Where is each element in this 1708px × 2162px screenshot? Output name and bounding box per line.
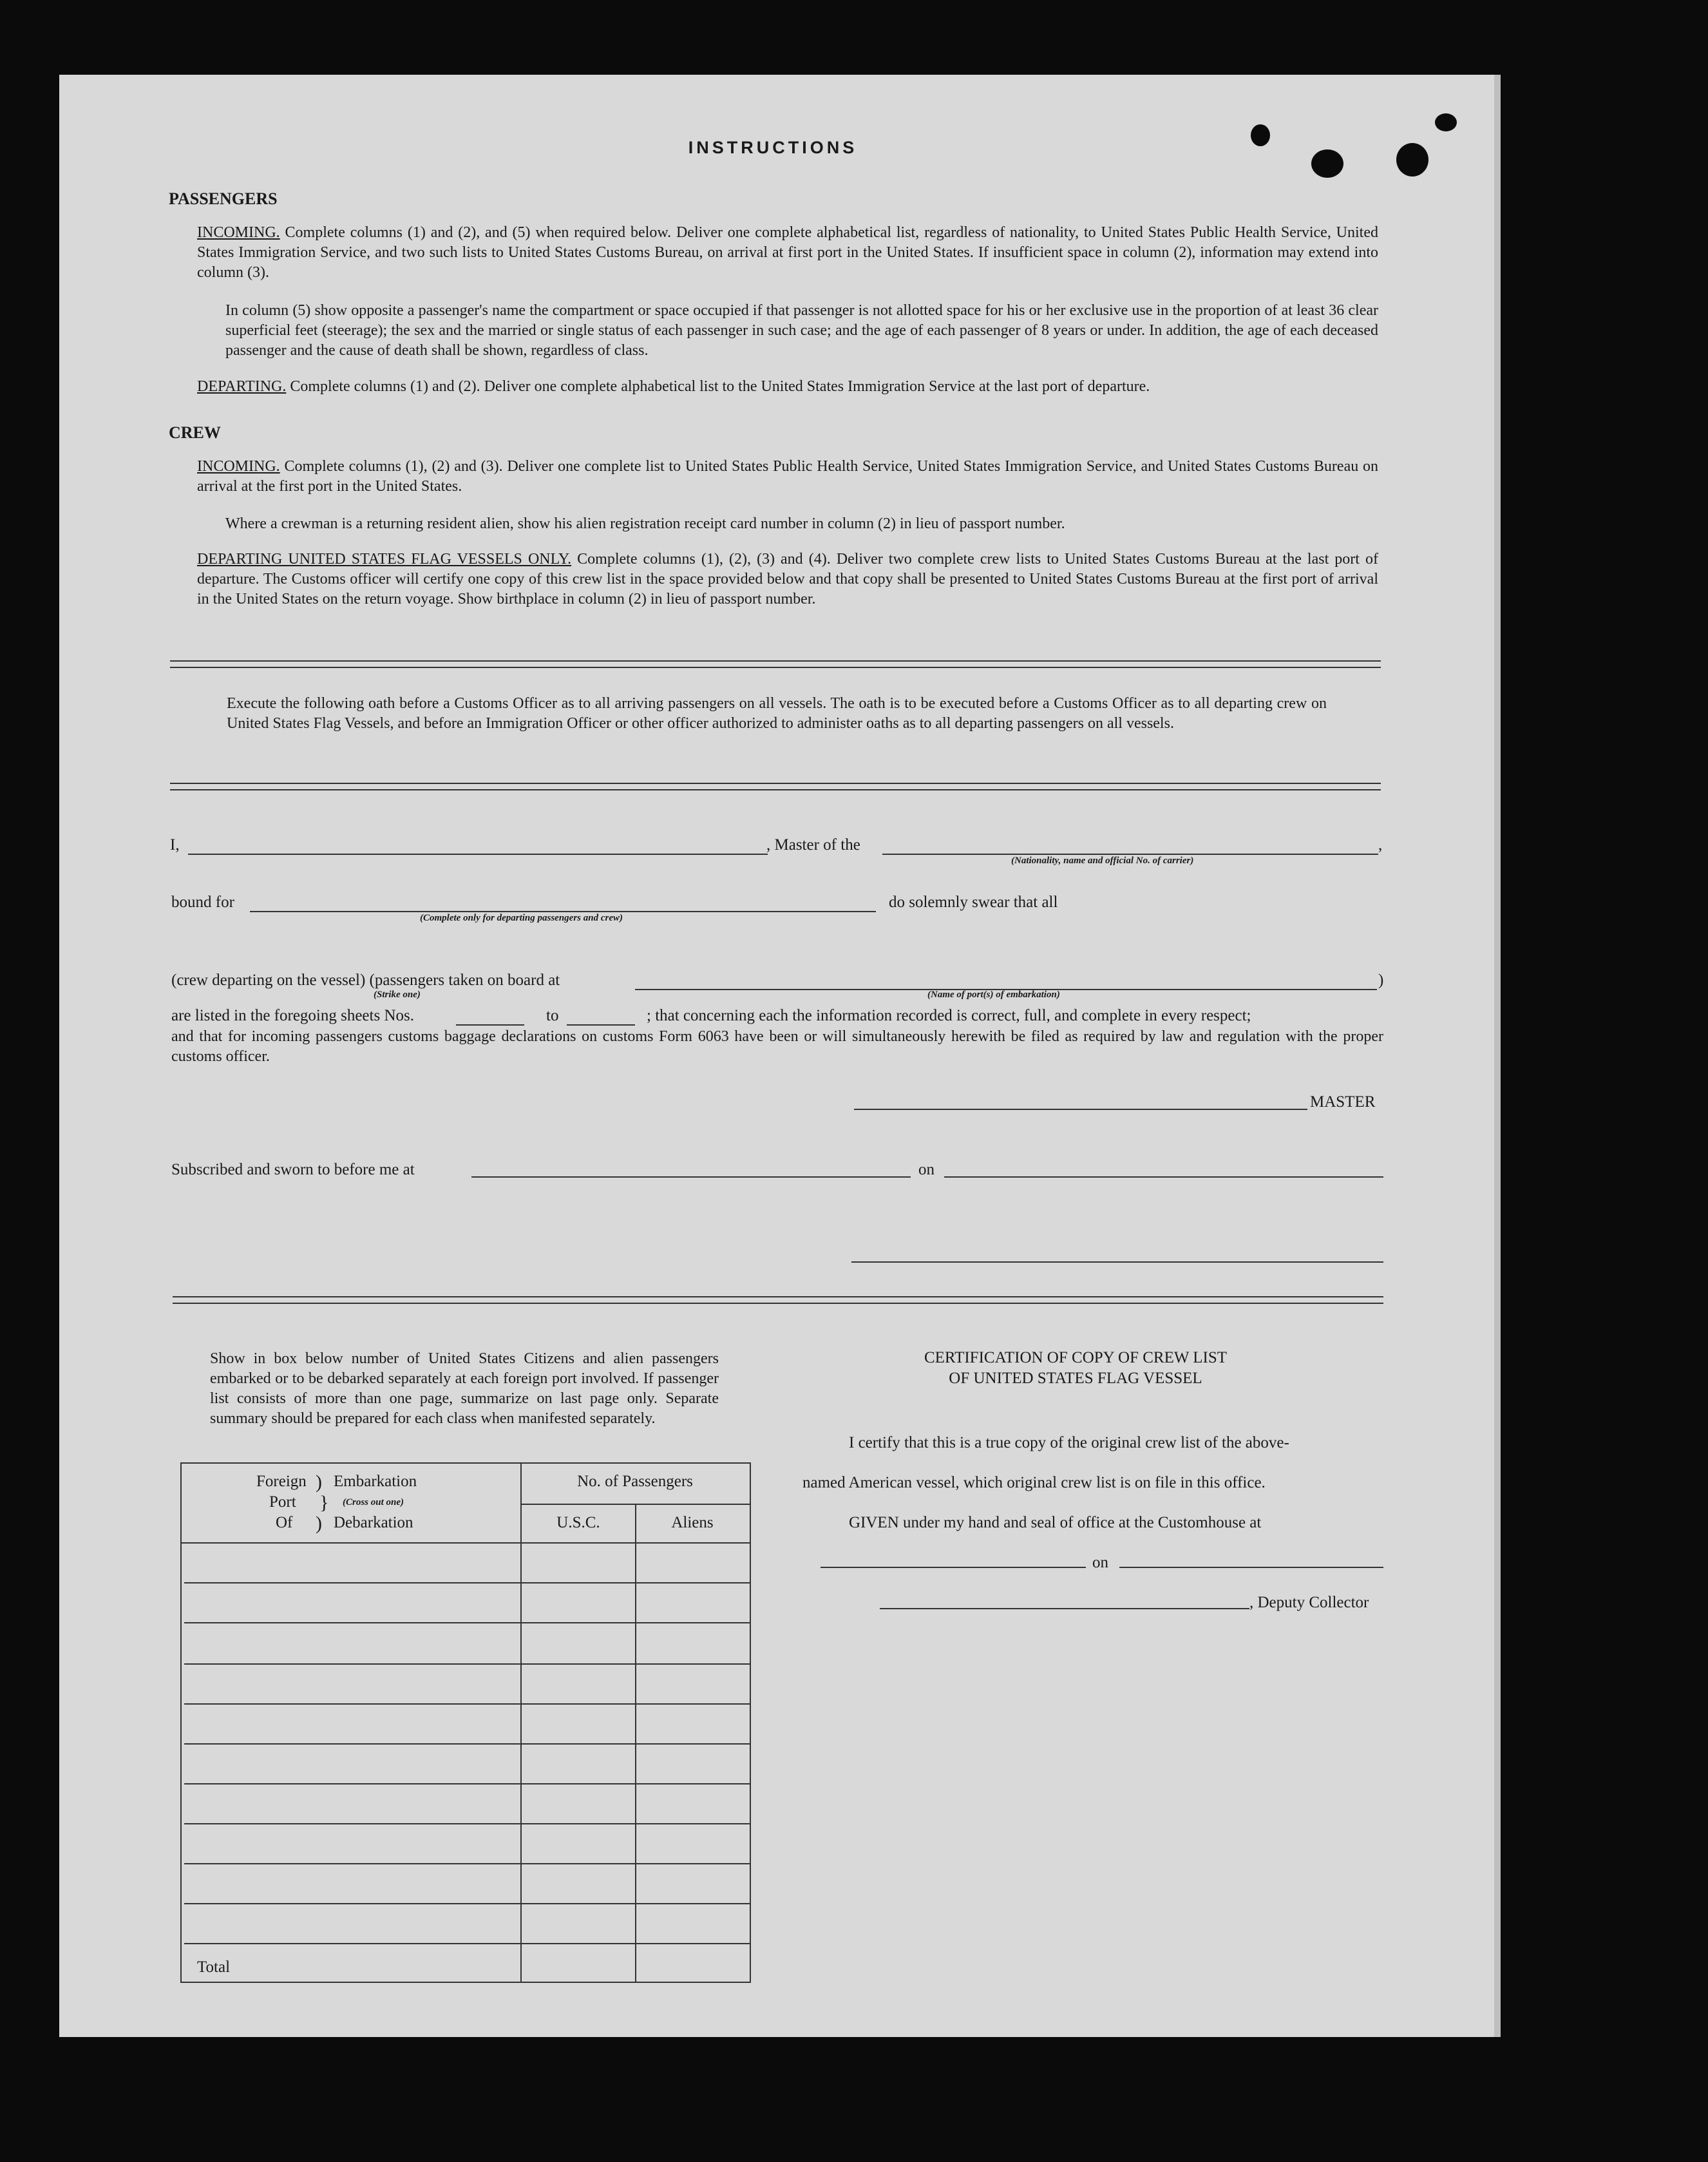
given-label: GIVEN under my hand and seal of office at the Customhouse at — [849, 1514, 1262, 1531]
ink-blot — [1251, 124, 1270, 146]
ink-blot — [1435, 113, 1457, 131]
table-row — [184, 1703, 750, 1705]
section-divider — [170, 783, 1381, 790]
brace-top: ) — [316, 1471, 322, 1493]
master-signature-field[interactable] — [854, 1109, 1307, 1110]
table-divider — [180, 1542, 750, 1544]
crew-departing-label: DEPARTING UNITED STATES FLAG VESSELS ONLY. — [197, 551, 572, 568]
passengers-incoming-label: INCOMING. — [197, 224, 280, 241]
close-paren: ) — [1378, 971, 1384, 989]
brace-bottom: ) — [316, 1513, 322, 1534]
passengers-heading: PASSENGERS — [169, 189, 278, 208]
officer-signature-field[interactable] — [851, 1261, 1383, 1263]
foreign-label: Foreign — [256, 1473, 307, 1490]
sworn-date-field[interactable] — [944, 1176, 1383, 1178]
usc-header: U.S.C. — [556, 1514, 600, 1531]
crew-heading: CREW — [169, 423, 221, 442]
port-note: (Name of port(s) of embarkation) — [927, 990, 1060, 1000]
oath-i-label: I, — [170, 836, 180, 854]
passengers-departing-paragraph — [197, 377, 1378, 397]
table-divider — [520, 1504, 750, 1505]
table-divider — [635, 1504, 636, 1982]
aliens-header: Aliens — [671, 1514, 714, 1531]
ink-blot — [1396, 143, 1428, 177]
port-label: Port — [269, 1493, 296, 1511]
passengers-departing-label: DEPARTING. — [197, 378, 287, 395]
crew-departing-paragraph — [197, 550, 1378, 609]
table-row — [184, 1622, 750, 1623]
table-row — [184, 1783, 750, 1784]
nationality-note: (Nationality, name and official No. of carrier) — [1011, 856, 1194, 866]
sworn-on-label: on — [918, 1161, 935, 1178]
deputy-collector-label: , Deputy Collector — [1249, 1594, 1369, 1611]
crew-incoming-label: INCOMING. — [197, 458, 280, 475]
oath-comma: , — [1378, 836, 1383, 854]
certification-title-line2: OF UNITED STATES FLAG VESSEL — [949, 1370, 1202, 1387]
crew-departing-label: (crew departing on the vessel) (passengers taken on board at — [171, 971, 560, 989]
certification-on-label: on — [1092, 1554, 1108, 1571]
page-title: INSTRUCTIONS — [688, 138, 858, 157]
passengers-departing-text: Complete columns (1) and (2). Deliver one complete alphabetical list to the United States Immigration Service at the last port of departure. — [290, 378, 1150, 395]
deputy-collector-signature-field[interactable] — [880, 1608, 1249, 1609]
master-of-the-label: , Master of the — [766, 836, 860, 854]
embarkation-label: Embarkation — [334, 1473, 417, 1490]
certification-title-line1: CERTIFICATION OF COPY OF CREW LIST — [924, 1349, 1228, 1366]
table-row — [184, 1943, 750, 1944]
table-row — [184, 1582, 750, 1583]
sworn-place-field[interactable] — [471, 1176, 911, 1178]
no-of-passengers-header: No. of Passengers — [577, 1473, 693, 1490]
table-row — [184, 1663, 750, 1665]
certification-date-field[interactable] — [1119, 1567, 1383, 1568]
carrier-field[interactable] — [882, 854, 1378, 855]
crew-incoming-paragraph — [197, 457, 1378, 497]
table-row — [184, 1863, 750, 1864]
complete-only-note: (Complete only for departing passengers and crew) — [420, 913, 623, 923]
table-row — [184, 1823, 750, 1824]
bound-for-label: bound for — [171, 894, 234, 911]
customhouse-field[interactable] — [821, 1567, 1086, 1568]
oath-instruction: Execute the following oath before a Customs Officer as to all arriving passengers on all vessels. The oath is to be executed before a Customs Officer as to all departing crew on United States Flag Vessels, and before an Immigration Officer or other officer authorized to administer oaths as to all departing passengers on all vessels. — [227, 695, 1327, 732]
debarkation-label: Debarkation — [334, 1514, 413, 1531]
ink-blot — [1311, 149, 1343, 178]
passengers-column5-paragraph: In column (5) show opposite a passenger's name the compartment or space occupied if that passenger is not allotted space for his or her exclusive use in the proportion of at least 36 clear superficial feet (steerage); the sex and the married or single status of each passenger in such case; and the age of each passenger of 8 years or under. In addition, the age of each deceased passenger and the cause of death shall be shown, regardless of class. — [225, 302, 1378, 359]
sheet-to-field[interactable] — [567, 1024, 635, 1026]
crew-departing-text: Complete columns (1), (2), (3) and (4). Deliver two complete crew lists to United States Customs Bureau at the last port of departure. The Customs officer will certify one copy of this crew list in the space provided below and that copy shall be presented to United States Customs Bureau at the first port of arrival in the United States on the return voyage. Show birthplace in column (2) in lieu of passport number. — [197, 551, 1379, 607]
section-divider — [173, 1296, 1383, 1304]
crew-resident-paragraph: Where a crewman is a returning resident alien, show his alien registration receipt card number in column (2) in lieu of passport number. — [225, 515, 1065, 532]
to-label: to — [546, 1007, 559, 1024]
passengers-incoming-text: Complete columns (1) and (2), and (5) when required below. Deliver one complete alphabetical list, regardless of nationality, to United States Public Health Service, United States Immigration Service, and two such lists to United States Customs Bureau, on arrival at first port in the United States. If insufficient space in column (2), information may extend into column (3). — [197, 224, 1379, 281]
cross-out-note: (Cross out one) — [343, 1497, 404, 1507]
declaration-text: and that for incoming passengers customs baggage declarations on customs Form 6063 have been or will simultaneously herewith be filed as required by law and regulation with the proper customs officer. — [171, 1028, 1383, 1065]
swear-label: do solemnly swear that all — [889, 894, 1058, 911]
passenger-summary-table — [180, 1462, 751, 1983]
listed-in-label: are listed in the foregoing sheets Nos. — [171, 1007, 414, 1024]
master-name-field[interactable] — [188, 854, 768, 855]
sheet-from-field[interactable] — [456, 1024, 524, 1026]
certification-text-line1: I certify that this is a true copy of the original crew list of the above- — [849, 1434, 1289, 1451]
of-label: Of — [276, 1514, 293, 1531]
master-label: MASTER — [1310, 1093, 1376, 1111]
table-row — [184, 1903, 750, 1904]
summary-instruction: Show in box below number of United States Citizens and alien passengers embarked or to be debarked separately at each foreign port involved. If passenger list consists of more than one page, summarize on last page only. Separate summary should be prepared for each class when manifested separately. — [210, 1350, 719, 1427]
total-label: Total — [197, 1958, 231, 1976]
passengers-incoming-paragraph — [197, 223, 1378, 283]
certification-text-line2: named American vessel, which original crew list is on file in this office. — [802, 1474, 1266, 1491]
brace-middle: } — [319, 1492, 329, 1513]
strike-one-note: (Strike one) — [374, 990, 421, 1000]
listed-rest: ; that concerning each the information recorded is correct, full, and complete in every respect; — [647, 1007, 1251, 1024]
section-divider — [170, 660, 1381, 668]
table-row — [184, 1743, 750, 1745]
crew-incoming-text: Complete columns (1), (2) and (3). Deliver one complete list to United States Public Health Service, United States Immigration Service, and United States Customs Bureau on arrival at the first port in the United States. — [197, 458, 1379, 495]
bound-for-field[interactable] — [250, 911, 876, 912]
subscribed-label: Subscribed and sworn to before me at — [171, 1161, 415, 1178]
